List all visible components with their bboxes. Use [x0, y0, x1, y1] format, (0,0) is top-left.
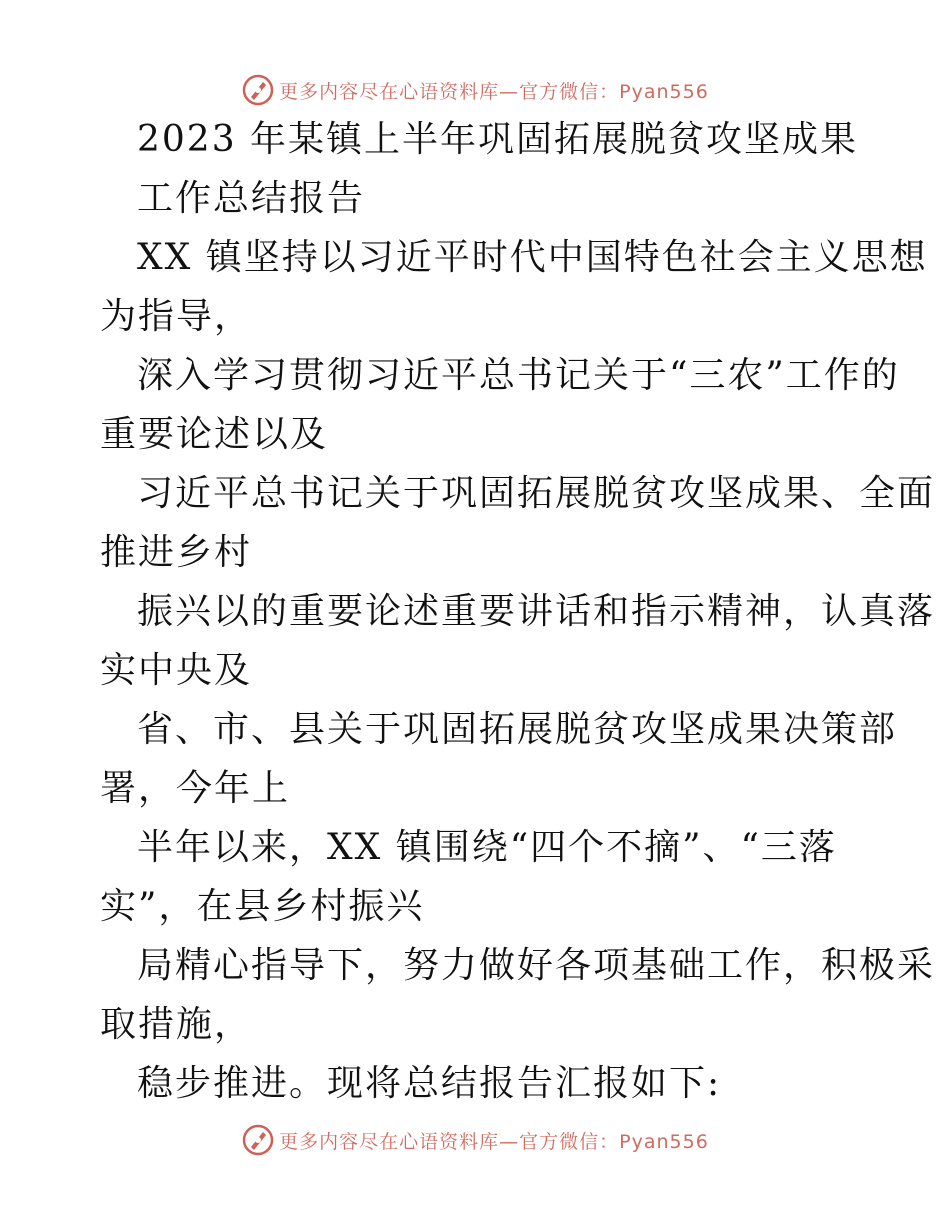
- document-line: XX 镇坚持以习近平时代中国特色社会主义思想: [137, 237, 928, 278]
- document-line: 稳步推进。现将总结报告汇报如下:: [137, 1063, 722, 1104]
- document-line: 振兴以的重要论述重要讲话和指示精神，认真落: [137, 591, 936, 632]
- document-line: 重要论述以及: [100, 414, 329, 455]
- document-line: 半年以来，XX 镇围绕“四个不摘”、“三落: [137, 827, 837, 868]
- document-line: 2023 年某镇上半年巩固拓展脱贫攻坚成果: [137, 119, 859, 160]
- watermark-banner-top: [0, 70, 950, 110]
- document-body: [100, 119, 936, 1125]
- document-line: 深入学习贯彻习近平总书记关于“三农”工作的: [137, 355, 900, 396]
- watermark-banner-bottom: [0, 1120, 950, 1160]
- document-line: 省、市、县关于巩固拓展脱贫攻坚成果决策部: [137, 709, 898, 750]
- watermark-text-bottom: 更多内容尽在心语资料库—官方微信：Pyan556: [279, 1130, 709, 1153]
- pen-logo-icon: [241, 73, 275, 107]
- document-line: 局精心指导下，努力做好各项基础工作，积极采: [137, 945, 936, 986]
- document-line: 实中央及: [100, 650, 253, 691]
- document-line: 工作总结报告: [137, 178, 366, 219]
- document-line: 实”，在县乡村振兴: [100, 886, 425, 927]
- document-line: 署，今年上: [100, 768, 291, 809]
- watermark-text-top: 更多内容尽在心语资料库—官方微信：Pyan556: [279, 80, 709, 103]
- pen-logo-icon: [241, 1123, 275, 1157]
- document-line: 取措施，: [100, 1004, 253, 1045]
- document-line: 习近平总书记关于巩固拓展脱贫攻坚成果、全面: [137, 473, 936, 514]
- document-line: 为指导，: [100, 296, 253, 337]
- document-line: 推进乡村: [100, 532, 253, 573]
